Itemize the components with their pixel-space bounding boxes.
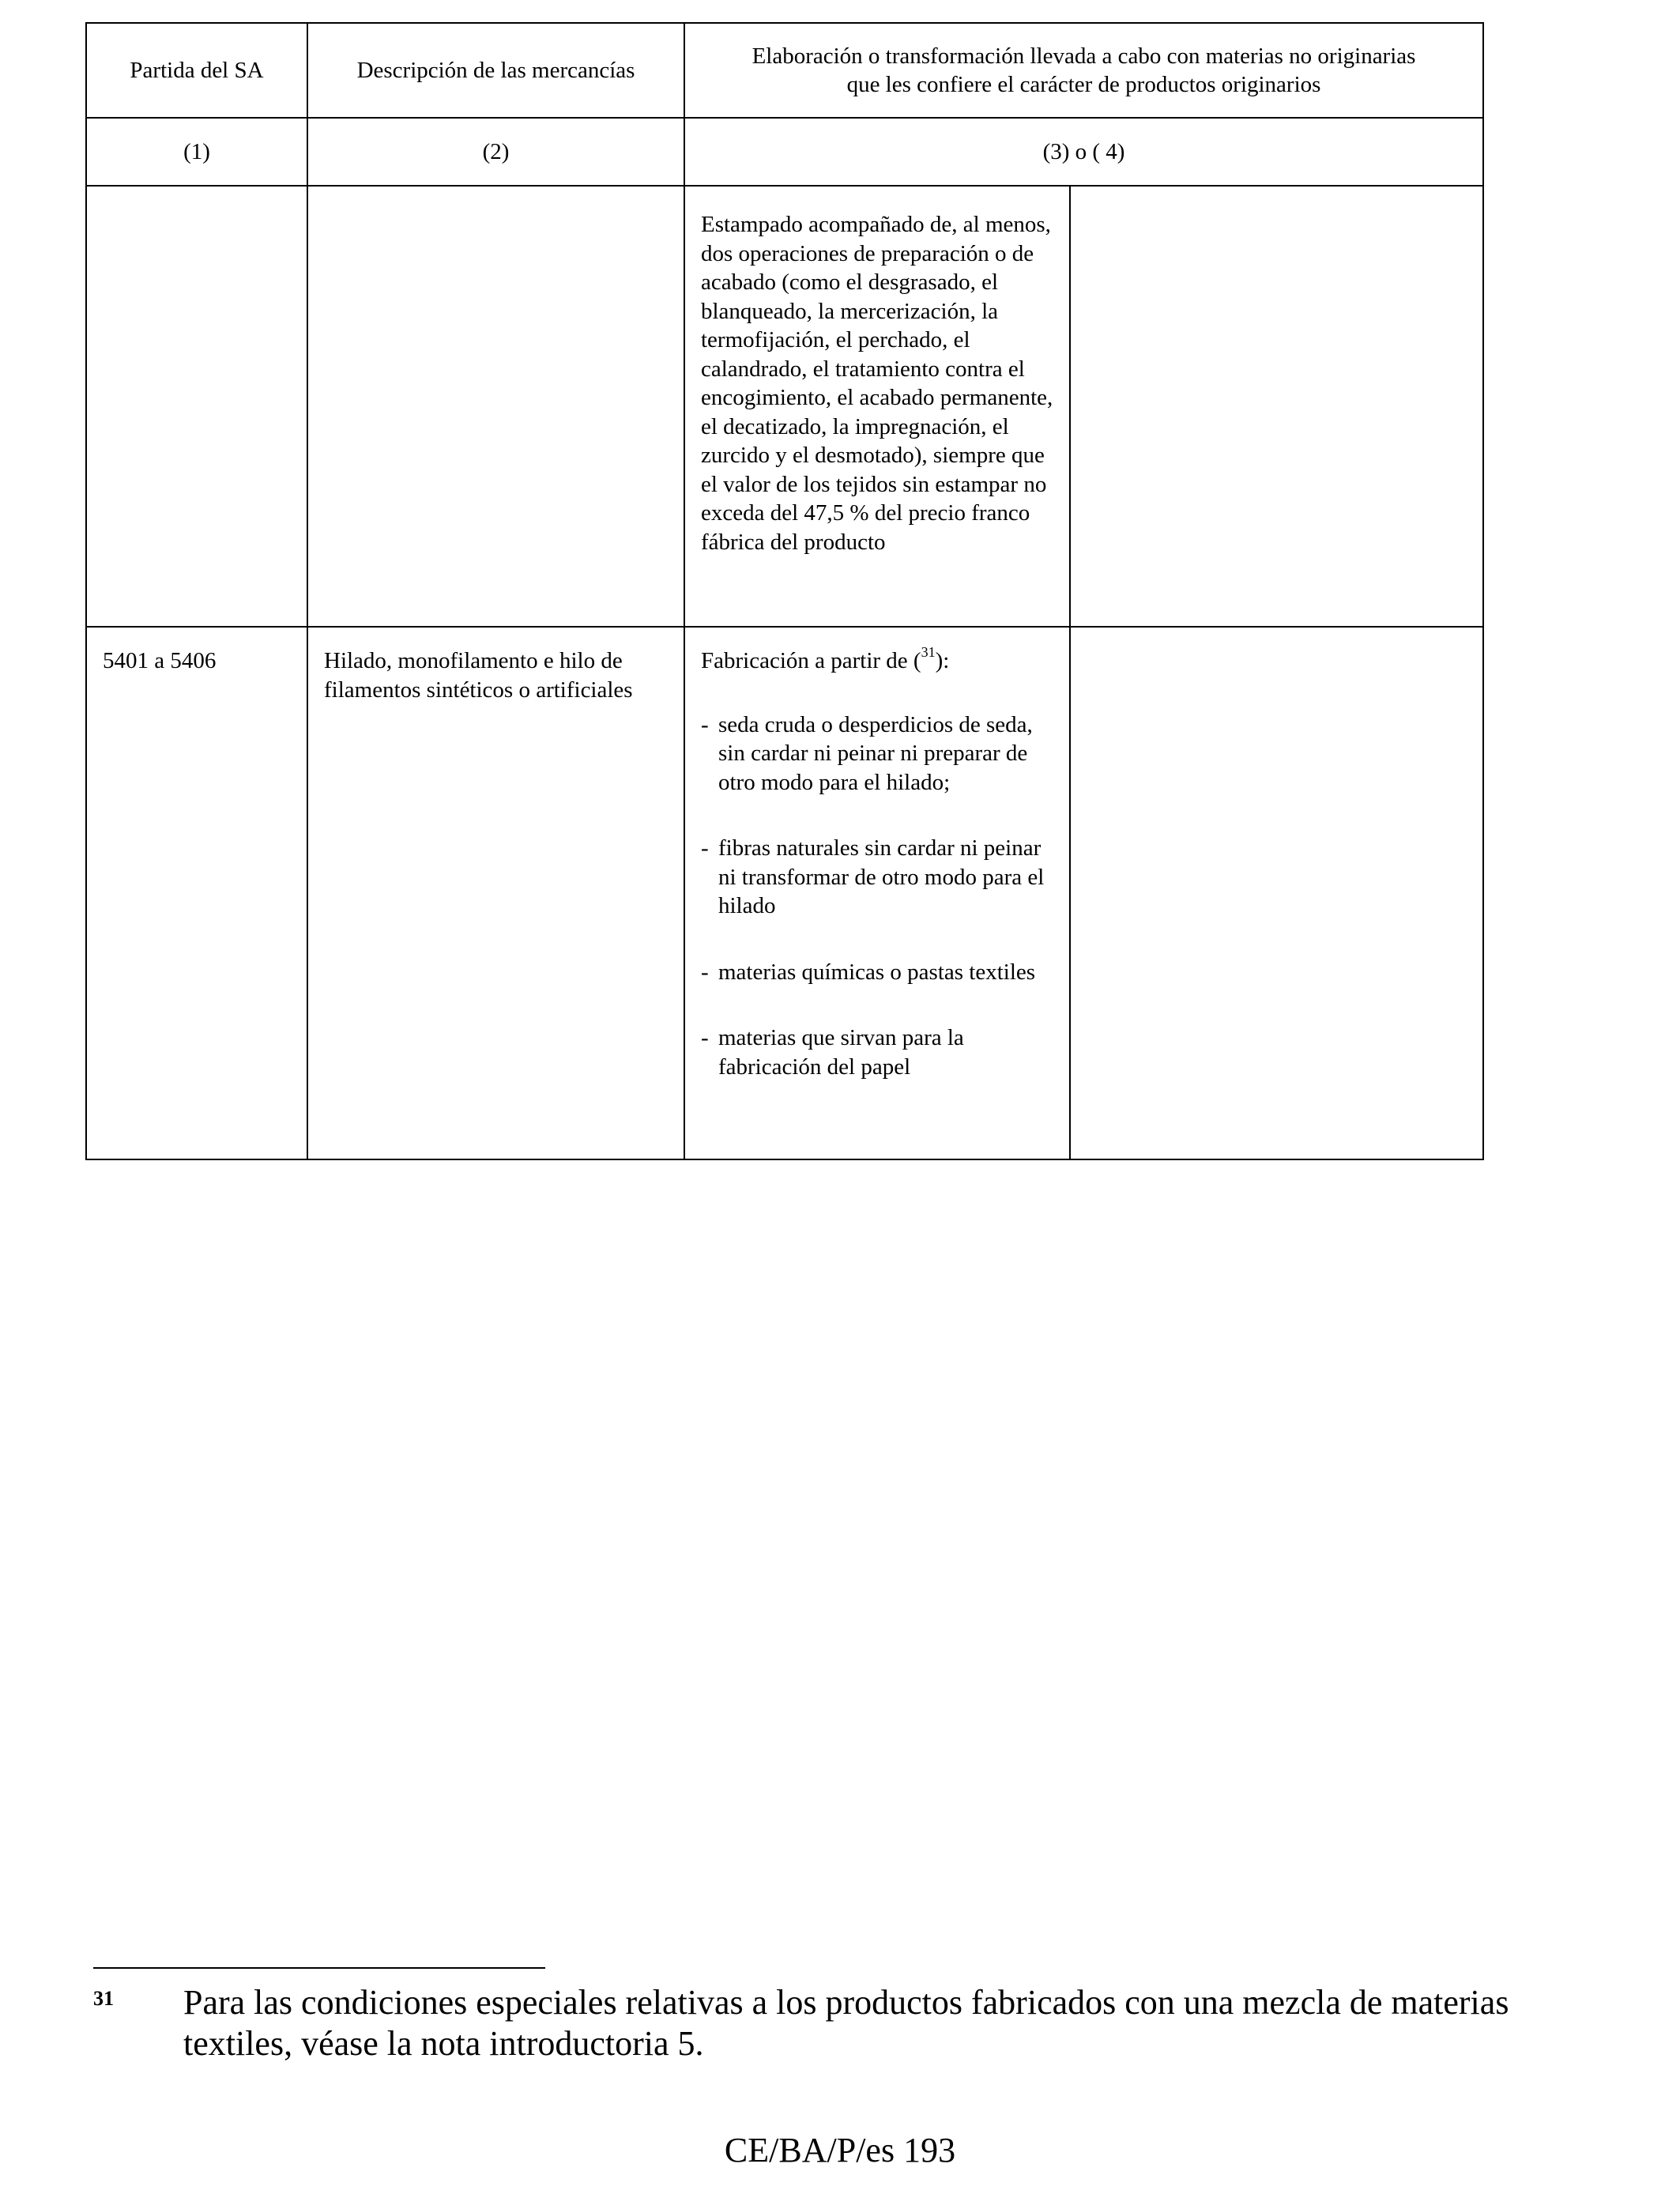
row1-col3 [684, 186, 1070, 627]
row2-code-text: 5401 a 5406 [103, 648, 217, 673]
row1-description [307, 186, 684, 627]
header-elaboracion [684, 23, 1483, 118]
footnote-ref: 31 [921, 644, 936, 660]
number-col2: (2) [307, 118, 684, 186]
rules-table [85, 22, 1484, 1160]
row2-col4 [1070, 627, 1483, 1159]
materials-list [701, 711, 1053, 1082]
header-partida: Partida del SA [86, 23, 307, 118]
row1-code [86, 186, 307, 627]
list-item: - seda cruda o desperdicios de seda, sin cardar ni peinar ni preparar de otro modo para el hilado; [701, 711, 1033, 795]
footnote-number: 31 [93, 1987, 114, 2010]
header-elaboracion-line2: que les confiere el carácter de productos originarios [846, 72, 1321, 97]
number-col34: (3) o ( 4) [684, 118, 1483, 186]
table-row [86, 627, 1483, 1159]
list-item: - fibras naturales sin cardar ni peinar ni transformar de otro modo para el hilado [701, 835, 1045, 918]
page-number: CE/BA/P/es 193 [724, 2131, 956, 2169]
footnote-separator [93, 1967, 545, 1969]
row2-description [307, 627, 684, 1159]
row2-col3-intro: Fabricación a partir de ($^{31}$): [701, 644, 950, 673]
footnote-text: Para las condiciones especiales relativas a los productos fabricados con una mezcla de materias textiles, véase la nota introductoria 5. [183, 1983, 1509, 2063]
row1-col3-text: Estampado acompañado de, al menos, dos operaciones de preparación o de acabado (como el desgrasado, el blanqueado, la mercerización, la termofijación, el perchado, el calandrado, el tratamiento contra el encogimiento, el acabado permanente, el decatizado, la impregnación, el zurcido y el desmotado), siempre que el valor de los tejidos sin estampar no exceda del 47,5 % del precio franco fábrica del producto [701, 212, 1053, 555]
row2-col3 [684, 627, 1070, 1159]
row2-code [86, 627, 307, 1159]
table-numbering-row [86, 118, 1483, 186]
table-header-row [86, 23, 1483, 118]
header-descripcion: Descripción de las mercancías [307, 23, 684, 118]
header-elaboracion-line1: Elaboración o transformación llevada a cabo con materias no originarias [751, 43, 1416, 69]
row1-col4 [1070, 186, 1483, 627]
number-col1: (1) [86, 118, 307, 186]
table-row [86, 186, 1483, 627]
row2-description-text: Hilado, monofilamento e hilo de filamentos sintéticos o artificiales [324, 648, 633, 703]
list-item: - materias químicas o pastas textiles [701, 959, 1036, 985]
list-item: - materias que sirvan para la fabricación del papel [701, 1025, 964, 1080]
